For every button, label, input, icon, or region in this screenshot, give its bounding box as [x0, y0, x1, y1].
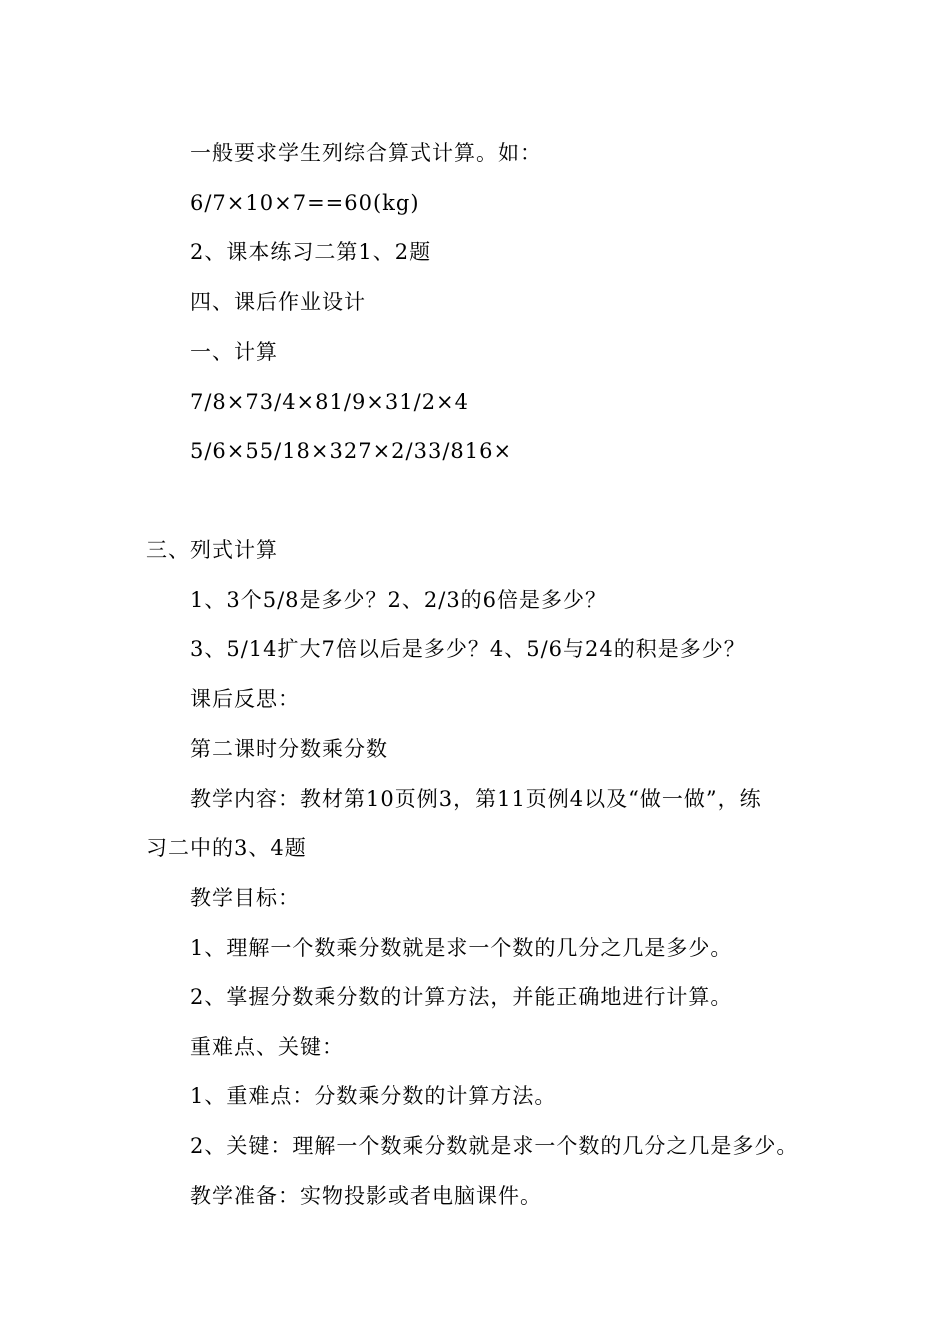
text-line: 教学目标： — [190, 886, 300, 910]
section-heading: 第二课时分数乘分数 — [190, 737, 388, 761]
text-line: 1、理解一个数乘分数就是求一个数的几分之几是多少。 — [190, 936, 733, 960]
text-line: 3、5/14扩大7倍以后是多少？4、5/6与24的积是多少？ — [190, 637, 746, 661]
text-line: 1、重难点：分数乘分数的计算方法。 — [190, 1084, 557, 1108]
text-line: 教学准备：实物投影或者电脑课件。 — [190, 1184, 542, 1208]
text-line: 6/7×10×7==60(kg) — [190, 191, 420, 215]
math-expression: 5/6×55/18×327×2/33/816× — [190, 439, 513, 463]
text-line: 一般要求学生列综合算式计算。如： — [190, 141, 542, 165]
text-line: 习二中的3、4题 — [146, 836, 307, 860]
text-line: 1、3个5/8是多少？2、2/3的6倍是多少？ — [190, 588, 608, 612]
text-line: 教学内容：教材第10页例3，第11页例4以及“做一做”，练 — [190, 787, 762, 811]
text-line: 2、课本练习二第1、2题 — [190, 240, 432, 264]
text-line: 2、掌握分数乘分数的计算方法，并能正确地进行计算。 — [190, 985, 733, 1009]
section-heading: 一、计算 — [190, 340, 278, 364]
math-expression: 7/8×73/4×81/9×31/2×4 — [190, 390, 470, 414]
text-line: 2、关键：理解一个数乘分数就是求一个数的几分之几是多少。 — [190, 1134, 799, 1158]
text-line: 课后反思： — [190, 687, 300, 711]
section-heading: 三、列式计算 — [146, 538, 278, 562]
text-line: 重难点、关键： — [190, 1035, 344, 1059]
section-heading: 四、课后作业设计 — [190, 290, 366, 314]
